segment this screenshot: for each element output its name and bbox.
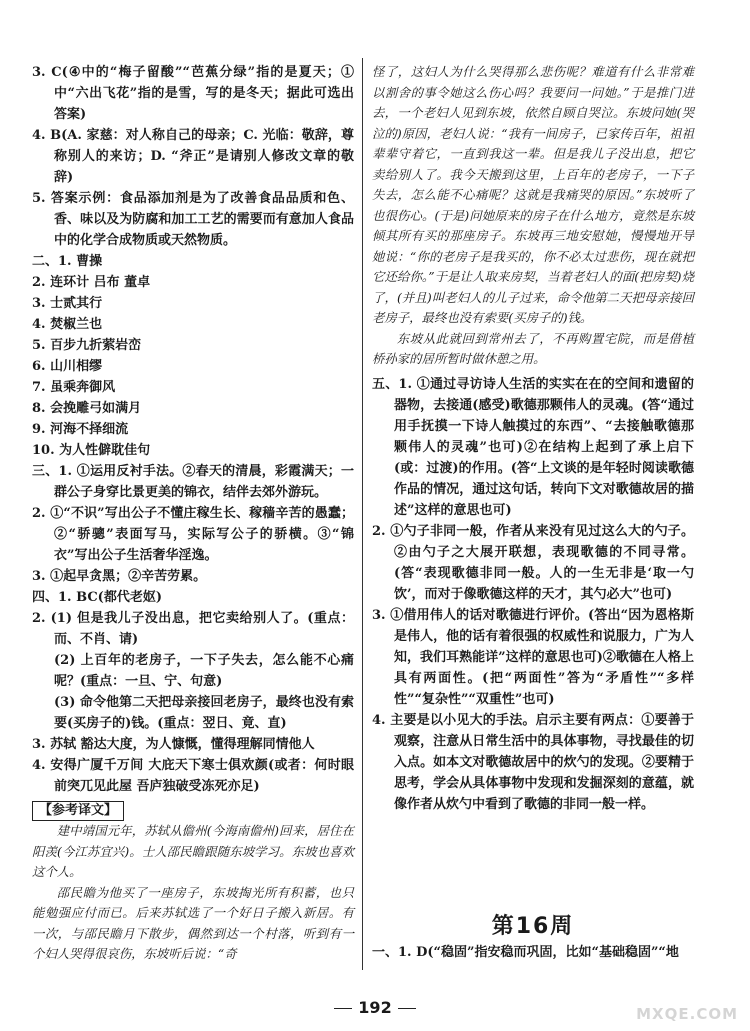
answer-item: 9. 河海不择细流	[32, 422, 129, 437]
answer-item: 2. 连环计 吕布 董卓	[32, 275, 151, 290]
answer-item: 7. 虽乘奔御风	[32, 380, 116, 395]
answer-item: 四、1. BC(都代老妪)	[32, 590, 162, 605]
answer-item: 三、1. ①运用反衬手法。②春天的清晨，彩霞满天；一群公子身穿比景更美的锦衣，结伴去郊外游玩。	[32, 464, 354, 500]
reference-translation-title	[32, 797, 354, 821]
page-number-dash-right	[398, 1008, 416, 1009]
column-divider	[362, 58, 363, 970]
answer-item: 2. ①勺子非同一般，作者从来没有见过这么大的勺子。②由勺子之大展开联想，表现歌德的不同寻常。(答“表现歌德非同一般。人的一生无非是‘取一勺饮’，而对于像歌德这样的天才，其勺必大”也可)	[372, 523, 694, 602]
answer-item: 2. (1) 但是我儿子没出息，把它卖给别人了。(重点：而、不肖、请)	[32, 611, 354, 647]
answer-item: 3. 苏轼 豁达大度，为人慷慨，懂得理解同情他人	[32, 737, 315, 752]
answer-item: 4. 焚椒兰也	[32, 317, 103, 332]
answer-item: (2) 上百年的老房子，一下子失去，怎么能不心痛呢？(重点：一旦、宁、句意)	[54, 653, 354, 689]
page-number-value: 192	[358, 998, 392, 1017]
answer-item: 4. B(A. 家慈：对人称自己的母亲；C. 光临：敬辞，尊称别人的来访；D. “斧正”是请别人修改文章的敬辞)	[32, 128, 354, 185]
left-column	[32, 62, 354, 965]
right-answer-list	[372, 374, 694, 815]
answer-item: 3. ①起早贪黑；②辛苦劳累。	[32, 569, 207, 584]
answer-item: 二、1. 曹操	[32, 254, 103, 269]
answer-item: 3. 士贰其行	[32, 296, 103, 311]
answer-item: 5. 百步九折萦岩峦	[32, 338, 142, 353]
watermark-logo	[594, 965, 744, 1027]
answer-item: 5. 答案示例：食品添加剂是为了改善食品品质和色、香、味以及为防腐和加工工艺的需要而有意加人食品中的化学合成物质或天然物质。	[32, 191, 354, 248]
reference-translation-continued	[372, 62, 694, 370]
watermark-text: MXQE.COM	[636, 1005, 738, 1023]
translation-paragraph: 建中靖国元年，苏轼从儋州(今海南儋州)回来，居住在阳羡(今江苏宜兴)。士人邵民瞻跟随东坡学习。东坡也喜欢这个人。	[32, 823, 354, 879]
answer-item: 8. 会挽雕弓如满月	[32, 401, 142, 416]
answer-item: 4. 安得广厦千万间 大庇天下寒士俱欢颜(或者：何时眼前突兀见此屋 吾庐独破受冻死亦足)	[32, 758, 354, 794]
week-first-answer: 一、1. D(“稳固”指安稳而巩固，比如“基础稳固”“地	[372, 945, 679, 960]
left-answer-list	[32, 62, 354, 797]
translation-paragraph: 邵民瞻为他买了一座房子，东坡掏光所有积蓄，也只能勉强应付而已。后来苏轼选了一个好日子搬入新居。有一次，与邵民瞻月下散步，偶然到达一个村落，听到有一个妇人哭得很哀伤，东坡听后说：“奇	[32, 884, 354, 961]
translation-paragraph: 东坡从此就回到常州去了，不再购置宅院，而是借植桥孙家的居所暂时做休憩之用。	[372, 330, 694, 366]
reference-translation	[32, 821, 354, 965]
answer-item: 3. C(④中的“梅子留酸”“芭蕉分绿”指的是夏天；①中“六出飞花”指的是雪，写的是冬天；据此可选出答案)	[32, 65, 354, 122]
answer-item: (3) 命令他第二天把母亲接回老房子，最终也没有索要(买房子的)钱。(重点：翌日、竟、直)	[54, 695, 354, 731]
answer-item: 五、1. ①通过寻访诗人生活的实实在在的空间和遗留的器物，去接通(感受)歌德那颗伟人的灵魂。(答“通过用手抚摸一下诗人触摸过的东西”、“去接触歌德那颗伟人的灵魂”也可)②在结构上起到了承上启下(或：过渡)的作用。(答“上文谈的是年轻时阅读歌德作品的情况，通过这句话，转向下文对歌德故居的描述”这样的意思也可)	[372, 376, 694, 518]
right-column	[372, 62, 694, 815]
answer-item: 10. 为人性僻耽佳句	[32, 443, 151, 458]
week-heading: 第16周	[491, 914, 575, 939]
answer-item: 4. 主要是以小见大的手法。启示主要有两点：①要善于观察，注意从日常生活中的具体事物，寻找最佳的切入点。如本文对歌德故居中的炊勺的发现。②要精于思考，学会从具体事物中发现和发掘深刻的意蕴，就像作者从炊勺中看到了歌德的非同一般一样。	[372, 712, 694, 812]
answer-item: 3. ①借用伟人的话对歌德进行评价。(答出“因为恩格斯是伟人，他的话有着很强的权威性和说服力，广为人知，我们耳熟能详”这样的意思也可)②歌德在人格上具有两面性。(把“两面性”答为“矛盾性”“多样性”“复杂性”“双重性”也可)	[372, 607, 694, 707]
translation-paragraph: 怪了，这妇人为什么哭得那么悲伤呢？难道有什么非常难以割舍的事令她这么伤心吗？我要问一问她。”于是推门进去，一个老妇人见到东坡，依然自顾自哭泣。东坡问她(哭泣的)原因，老妇人说：“我有一间房子，已家传百年，祖祖辈辈守着它，一直到我这一辈。但是我儿子没出息，把它卖给别人了。我今天搬到这里，上百年的老房子，一下子失去，怎么能不心痛呢？这就是我痛哭的原因。”东坡听了也很伤心。(于是)问她原来的房子在什么地方，竟然是东坡倾其所有买的那座房子。东坡再三地安慰她，慢慢地开导她说：“你的老房子是我买的，你不必太过悲伤，现在就把它还给你。”于是让人取来房契，当着老妇人的面(把房契)烧了，(并且)叫老妇人的儿子过来，命令他第二天把母亲接回老房子，最终也没有索要(买房子的)钱。	[372, 64, 694, 325]
page-number-dash-left	[334, 1008, 352, 1009]
answer-item: 6. 山川相缪	[32, 359, 103, 374]
ref-title-label: 【参考译文】	[32, 801, 124, 821]
answer-item: 2. ①“不识”写出公子不懂庄稼生长、稼穑辛苦的愚蠢；②“骄骢”表面写马，实际写公子的骄横。③“锦衣”写出公子生活奢华淫逸。	[32, 506, 354, 563]
